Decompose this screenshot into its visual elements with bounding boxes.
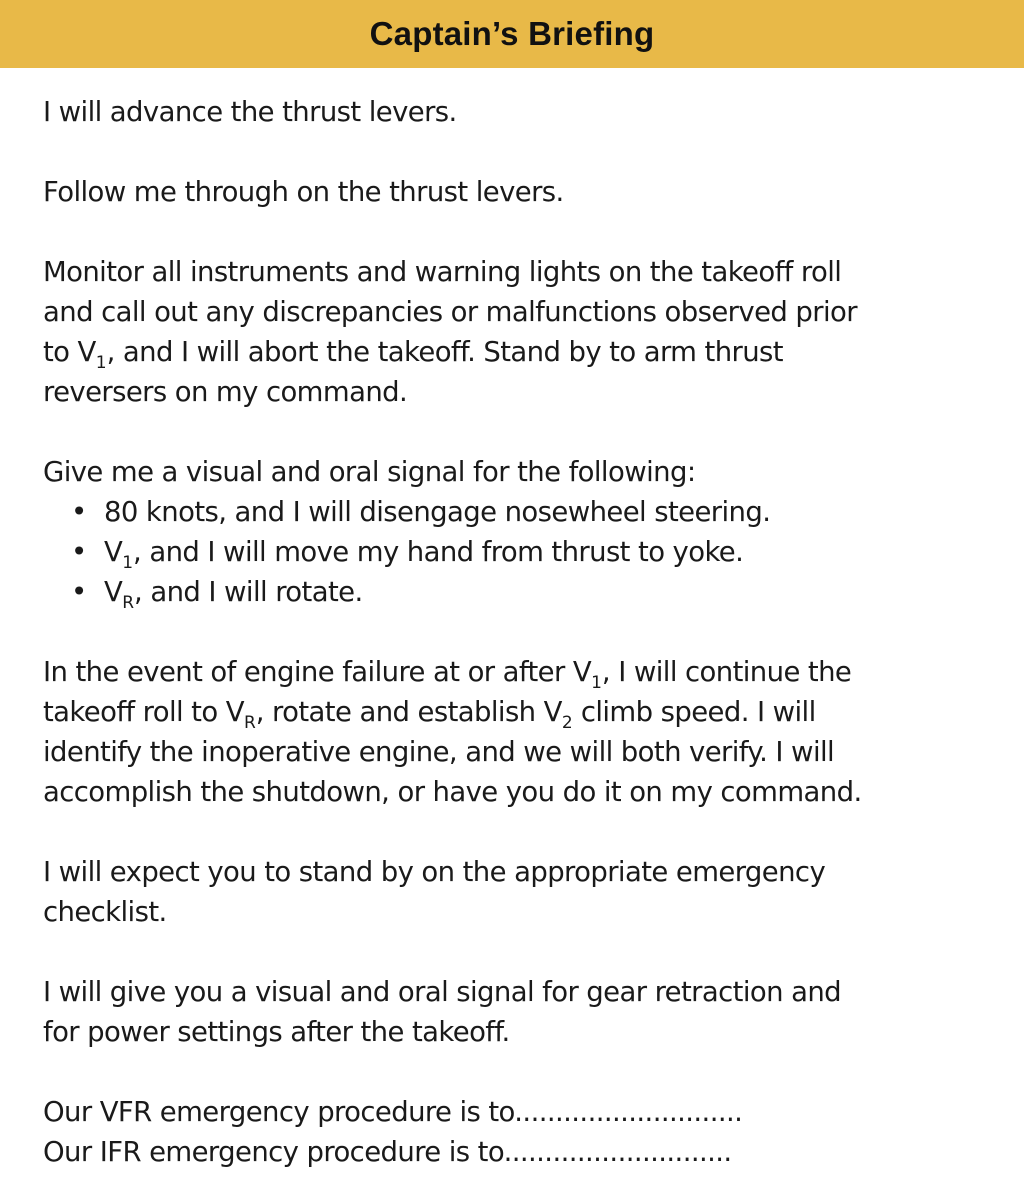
text-fragment: In the event of engine failure at or after V — [43, 656, 592, 688]
paragraph-gear-retraction — [43, 972, 983, 1052]
text-line: and call out any discrepancies or malfunctions observed prior — [43, 296, 857, 328]
subscript: 2 — [561, 713, 573, 733]
text-fragment: , and I will abort the takeoff. Stand by to arm thrust — [106, 336, 783, 368]
text-line: I will expect you to stand by on the appropriate emergency — [43, 856, 826, 888]
paragraph-engine-failure — [43, 652, 983, 812]
text-line: I will advance the thrust levers. — [43, 96, 457, 128]
ifr-procedure-line: Our IFR emergency procedure is to............................ — [43, 1136, 732, 1168]
paragraph-emergency-procedures — [43, 1092, 983, 1172]
bullet-icon: • — [71, 496, 87, 528]
list-item — [43, 572, 983, 612]
text-fragment: , and I will move my hand from thrust to yoke. — [133, 536, 744, 568]
text-line — [43, 332, 983, 372]
bullet-icon: • — [71, 576, 87, 608]
briefing-body — [43, 92, 983, 1172]
vfr-procedure-line: Our VFR emergency procedure is to............................ — [43, 1096, 743, 1128]
briefing-header — [0, 0, 1024, 68]
list-item — [43, 492, 983, 532]
subscript: R — [122, 593, 135, 613]
text-line: reversers on my command. — [43, 376, 408, 408]
text-line: checklist. — [43, 896, 167, 928]
text-line: Give me a visual and oral signal for the following: — [43, 456, 696, 488]
text-fragment: climb speed. I will — [572, 696, 816, 728]
bullet-icon: • — [71, 536, 87, 568]
page-title: Captain’s Briefing — [369, 15, 655, 52]
list-item-text: 80 knots, and I will disengage nosewheel steering. — [104, 496, 771, 528]
paragraph-signals — [43, 452, 983, 612]
text-fragment: , I will continue the — [601, 656, 852, 688]
paragraph-emergency-checklist — [43, 852, 983, 932]
text-fragment: V — [104, 536, 123, 568]
text-line — [43, 692, 983, 732]
text-line: Follow me through on the thrust levers. — [43, 176, 564, 208]
paragraph-follow-through — [43, 172, 983, 212]
signal-list — [43, 492, 983, 612]
list-item — [43, 532, 983, 572]
subscript: R — [243, 713, 256, 733]
text-fragment: V — [104, 576, 123, 608]
subscript: 1 — [95, 353, 107, 373]
paragraph-monitor-instruments — [43, 252, 983, 412]
text-fragment: to V — [43, 336, 96, 368]
paragraph-advance-thrust — [43, 92, 983, 132]
text-fragment: , and I will rotate. — [134, 576, 363, 608]
text-fragment: , rotate and establish V — [255, 696, 562, 728]
subscript: 1 — [122, 553, 134, 573]
text-line: Monitor all instruments and warning lights on the takeoff roll — [43, 256, 842, 288]
text-fragment: takeoff roll to V — [43, 696, 244, 728]
subscript: 1 — [591, 673, 602, 693]
text-line — [43, 652, 983, 692]
text-line: accomplish the shutdown, or have you do it on my command. — [43, 776, 862, 808]
text-line: for power settings after the takeoff. — [43, 1016, 510, 1048]
text-line: I will give you a visual and oral signal for gear retraction and — [43, 976, 842, 1008]
text-line: identify the inoperative engine, and we will both verify. I will — [43, 736, 835, 768]
